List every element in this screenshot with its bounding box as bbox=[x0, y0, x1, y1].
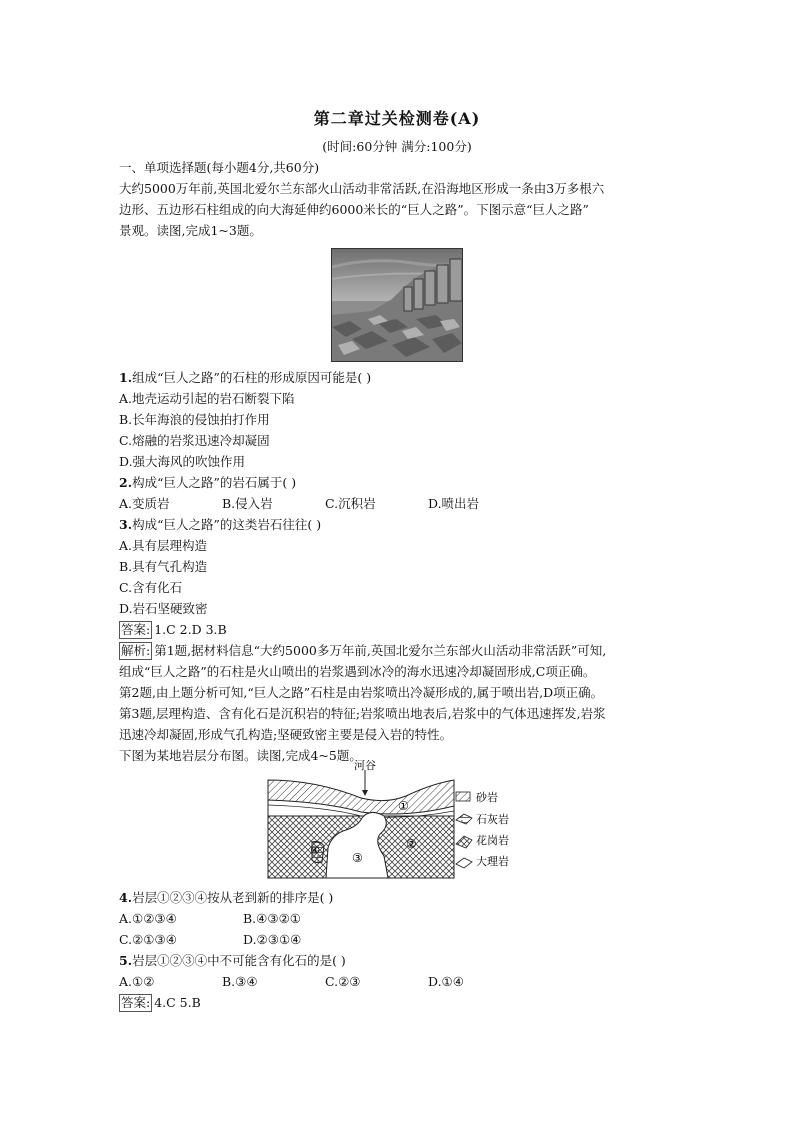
option: C.含有化石 bbox=[119, 580, 183, 595]
question-4 bbox=[119, 887, 679, 950]
question-stem: 构成“巨人之路”的这类岩石往往( ) bbox=[132, 517, 322, 532]
option: A.变质岩 bbox=[119, 496, 170, 511]
question-5 bbox=[119, 950, 679, 992]
page-title: 第二章过关检测卷(A) bbox=[313, 109, 481, 128]
analysis-line: 第1题,据材料信息“大约5000多万年前,英国北爱尔兰东部火山活动非常活跃”可知, bbox=[154, 643, 607, 658]
rock-strata-diagram bbox=[266, 760, 536, 882]
intro-line: 景观。读图,完成1~3题。 bbox=[119, 223, 262, 238]
answer-text: 1.C 2.D 3.B bbox=[154, 622, 227, 637]
question-number: 5. bbox=[119, 953, 133, 968]
section-2-intro: 下图为某地岩层分布图。读图,完成4~5题。 bbox=[119, 748, 362, 763]
question-stem: 岩层①②③④按从老到新的排序是( ) bbox=[132, 890, 334, 905]
question-1 bbox=[119, 367, 679, 472]
answer-block-1 bbox=[119, 619, 679, 766]
option: C.沉积岩 bbox=[325, 496, 376, 511]
option: D.强大海风的吹蚀作用 bbox=[119, 454, 246, 469]
giants-causeway-photo bbox=[331, 248, 463, 362]
option: D.岩石坚硬致密 bbox=[119, 601, 208, 616]
exam-info: (时间:60分钟 满分:100分) bbox=[322, 139, 472, 154]
question-3 bbox=[119, 514, 679, 619]
analysis-label: 解析: bbox=[121, 643, 151, 658]
option: B.具有气孔构造 bbox=[119, 559, 208, 574]
analysis-line: 迅速冷却凝固,形成气孔构造;坚硬致密主要是侵入岩的特性。 bbox=[119, 727, 453, 742]
answer-label: 答案: bbox=[121, 622, 151, 637]
question-2 bbox=[119, 472, 679, 514]
option: D.喷出岩 bbox=[428, 496, 480, 511]
question-stem: 岩层①②③④中不可能含有化石的是( ) bbox=[132, 953, 346, 968]
option: C.②①③④ bbox=[119, 932, 177, 947]
option: A.地壳运动引起的岩石断裂下陷 bbox=[119, 391, 295, 406]
intro-line: 大约5000万年前,英国北爱尔兰东部火山活动非常活跃,在沿海地区形成一条由3万多根六 bbox=[119, 181, 605, 196]
answer-block-2 bbox=[119, 992, 679, 1013]
option: A.①② bbox=[119, 974, 155, 989]
answer-text: 4.C 5.B bbox=[154, 995, 201, 1010]
legend-limestone: 石灰岩 bbox=[476, 813, 509, 826]
question-number: 2. bbox=[119, 475, 133, 490]
legend-sandstone: 砂岩 bbox=[476, 791, 498, 804]
option: B.长年海浪的侵蚀拍打作用 bbox=[119, 412, 270, 427]
option: D.②③①④ bbox=[243, 932, 302, 947]
section-1-intro bbox=[119, 157, 679, 241]
analysis-line: 第2题,由上题分析可知,“巨人之路”石柱是由岩浆喷出冷凝形成的,属于喷出岩,D项正确。 bbox=[119, 685, 604, 700]
marker-4: ④ bbox=[310, 844, 320, 857]
section-heading: 一、单项选择题(每小题4分,共60分) bbox=[119, 160, 320, 175]
valley-label: 河谷 bbox=[354, 760, 376, 772]
analysis-line: 第3题,层理构造、含有化石是沉积岩的特征;岩浆喷出地表后,岩浆中的气体迅速挥发,岩浆 bbox=[119, 706, 606, 721]
option: B.④③②① bbox=[243, 911, 301, 926]
option: A.具有层理构造 bbox=[119, 538, 208, 553]
option: C.熔融的岩浆迅速冷却凝固 bbox=[119, 433, 270, 448]
question-stem: 构成“巨人之路”的岩石属于( ) bbox=[132, 475, 297, 490]
legend-granite: 花岗岩 bbox=[476, 834, 509, 847]
question-number: 1. bbox=[119, 370, 133, 385]
question-stem: 组成“巨人之路”的石柱的形成原因可能是( ) bbox=[132, 370, 372, 385]
option: D.①④ bbox=[428, 974, 464, 989]
marker-1: ① bbox=[398, 799, 409, 813]
option: A.①②③④ bbox=[119, 911, 177, 926]
question-number: 3. bbox=[119, 517, 133, 532]
intro-line: 边形、五边形石柱组成的向大海延伸约6000米长的“巨人之路”。下图示意“巨人之路” bbox=[119, 202, 589, 217]
legend-marble: 大理岩 bbox=[476, 855, 509, 868]
option: C.②③ bbox=[325, 974, 361, 989]
marker-3: ③ bbox=[352, 851, 363, 865]
analysis-line: 组成“巨人之路”的石柱是火山喷出的岩浆遇到冰冷的海水迅速冷却凝固形成,C项正确。 bbox=[119, 664, 596, 679]
question-number: 4. bbox=[119, 890, 133, 905]
option: B.③④ bbox=[222, 974, 258, 989]
marker-2: ② bbox=[406, 837, 417, 851]
option: B.侵入岩 bbox=[222, 496, 273, 511]
answer-label: 答案: bbox=[121, 995, 151, 1010]
